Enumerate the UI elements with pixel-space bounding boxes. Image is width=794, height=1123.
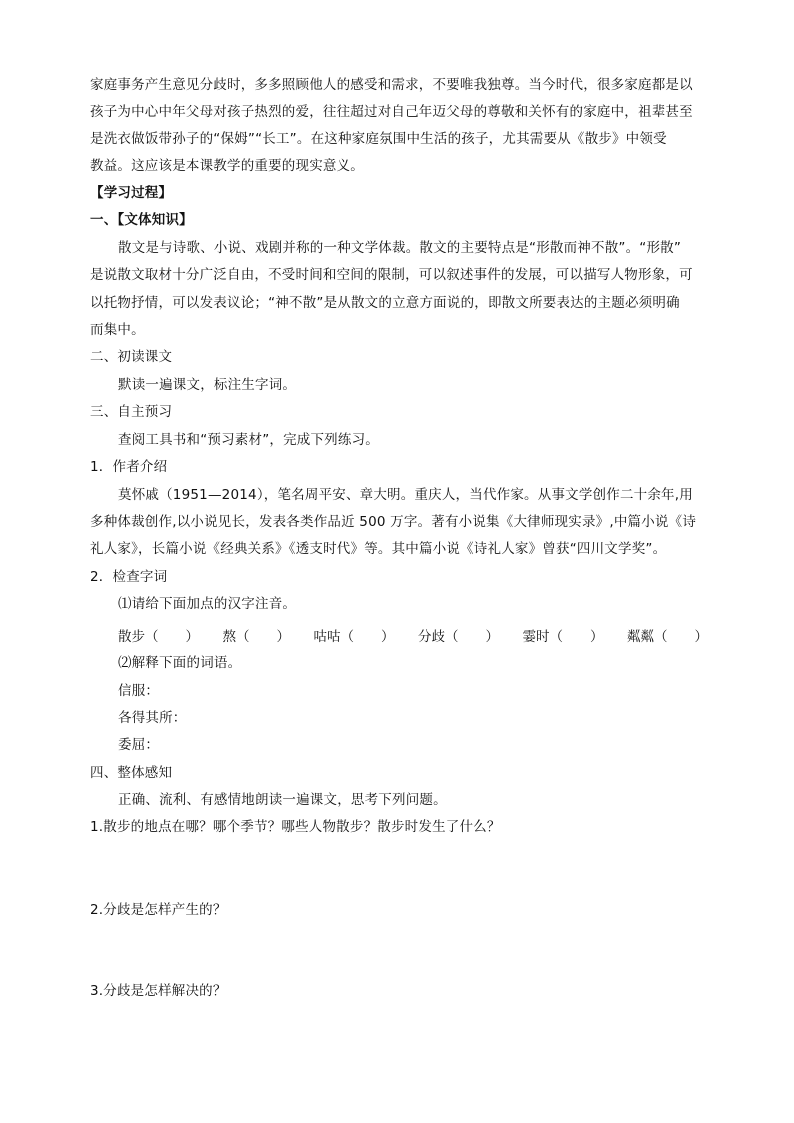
question-3: 3.分歧是怎样解决的？ — [90, 983, 227, 999]
section-2-text: 默读一遍课文，标注生字词。 — [118, 377, 297, 393]
pinyin-item: 咕咕（ ） — [313, 629, 395, 645]
section-1-title: 一、【文体知识】 — [90, 212, 193, 228]
term-gedeqisuo: 各得其所： — [118, 710, 187, 726]
author-intro-title: 1．作者介绍 — [90, 459, 168, 475]
author-intro-line-2: 多种体裁创作,以小说见长，发表各类作品近 500 万字。著有小说集《大律师现实录》,中篇小说《诗 — [90, 514, 697, 530]
genre-paragraph-line-1: 散文是与诗歌、小说、戏剧并称的一种文学体裁。散文的主要特点是“形散而神不散”。“形散” — [118, 240, 682, 256]
pinyin-item: 粼粼（ ） — [627, 629, 708, 645]
check-words-title: 2．检查字词 — [90, 569, 168, 585]
author-intro-line-3: 礼人家》，长篇小说《经典关系》《透支时代》等。其中篇小说《诗礼人家》曾获“四川文学奖”。 — [90, 541, 667, 557]
intro-line-1: 家庭事务产生意见分歧时，多多照顾他人的感受和需求，不要唯我独尊。当今时代，很多家庭都是以 — [90, 77, 693, 93]
explain-words-question: ⑵解释下面的词语。 — [118, 655, 242, 671]
section-2-title: 二、初读课文 — [90, 349, 173, 365]
question-2: 2.分歧是怎样产生的？ — [90, 902, 227, 918]
learning-process-heading: 【学习过程】 — [90, 185, 173, 201]
pinyin-item: 散步（ ） — [118, 629, 199, 645]
genre-paragraph-line-4: 而集中。 — [90, 322, 145, 338]
section-3-text: 查阅工具书和“预习素材”，完成下列练习。 — [118, 432, 379, 448]
section-3-title: 三、自主预习 — [90, 404, 173, 420]
pinyin-question: ⑴请给下面加点的汉字注音。 — [118, 596, 297, 612]
author-intro-line-1: 莫怀戚（1951—2014），笔名周平安、章大明。重庆人，当代作家。从事文学创作二十余年,用 — [118, 487, 693, 503]
genre-paragraph-line-3: 以托物抒情，可以发表议论；“神不散”是从散文的立意方面说的，即散文所要表达的主题必须明确 — [90, 295, 680, 311]
term-weiqu: 委屈： — [118, 737, 160, 753]
intro-line-3: 是洗衣做饭带孙子的“保姆”“长工”。在这种家庭氛围中生活的孩子，尤其需要从《散步》中领受 — [90, 131, 667, 147]
question-1: 1.散步的地点在哪？哪个季节？哪些人物散步？散步时发生了什么？ — [90, 819, 501, 835]
pinyin-item: 分歧（ ） — [418, 629, 499, 645]
pinyin-item: 熬（ ） — [222, 629, 290, 645]
section-4-title: 四、整体感知 — [90, 765, 173, 781]
genre-paragraph-line-2: 是说散文取材十分广泛自由，不受时间和空间的限制，可以叙述事件的发展，可以描写人物形象，可 — [90, 267, 693, 283]
term-xinfu: 信服： — [118, 683, 160, 699]
pinyin-items-row — [118, 628, 708, 646]
intro-line-4: 教益。这应该是本课教学的重要的现实意义。 — [90, 158, 364, 174]
pinyin-item: 霎时（ ） — [522, 629, 604, 645]
intro-line-2: 孩子为中心中年父母对孩子热烈的爱，往往超过对自己年迈父母的尊敬和关怀有的家庭中，祖辈甚至 — [90, 104, 693, 120]
section-4-text: 正确、流利、有感情地朗读一遍课文，思考下列问题。 — [118, 792, 447, 808]
